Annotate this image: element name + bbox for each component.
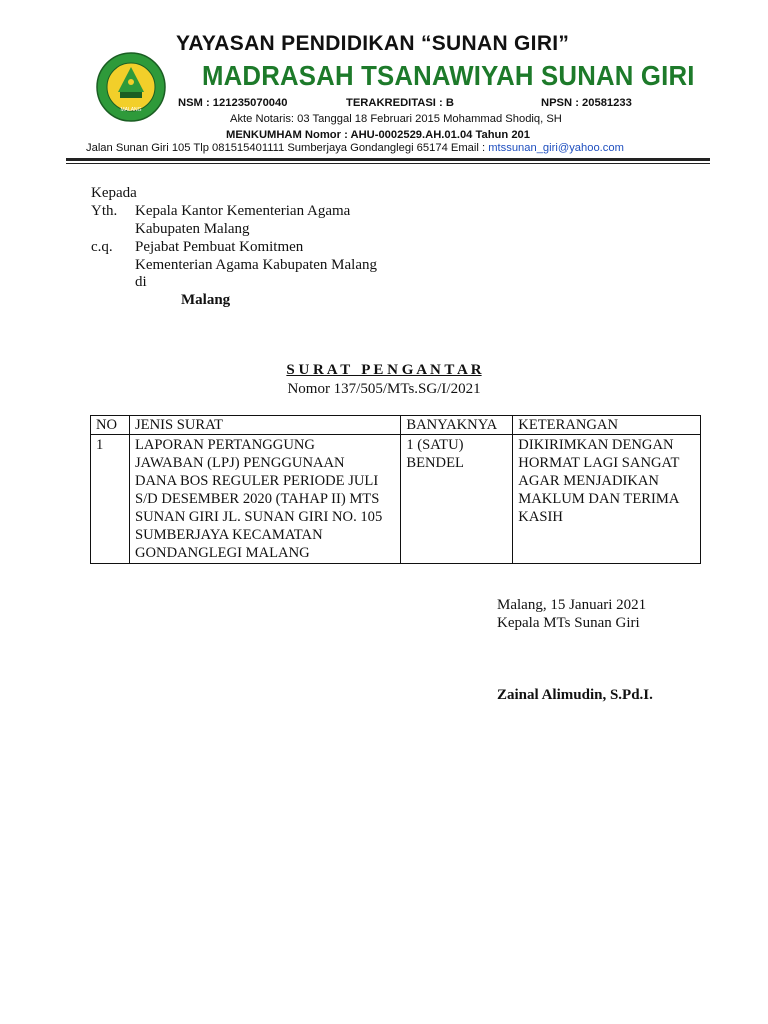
logo-caption: MALANG [120, 107, 142, 113]
jenis-line: LAPORAN PERTANGGUNG [134, 437, 315, 453]
jenis-line: SUNAN GIRI JL. SUNAN GIRI NO. 105 [134, 509, 383, 525]
recipient-city: Malang [181, 292, 231, 308]
keterangan-line: KASIH [518, 509, 563, 525]
recipient-line-5: di [135, 274, 147, 290]
cell-keterangan [513, 435, 701, 564]
col-no-header: NO [91, 416, 130, 435]
banyak-line: 1 (SATU) [406, 437, 464, 453]
recipient-line-1: Kepala Kantor Kementerian Agama [135, 203, 351, 219]
jenis-line: DANA BOS REGULER PERIODE JULI [134, 473, 379, 489]
kepada-label: Kepada [91, 185, 137, 201]
school-address [86, 142, 624, 154]
table-row [91, 435, 701, 564]
school-name: MADRASAH TSANAWIYAH SUNAN GIRI [202, 60, 695, 91]
jenis-line: S/D DESEMBER 2020 (TAHAP II) MTS [134, 491, 380, 507]
col-banyak-header: BANYAKNYA [401, 416, 513, 435]
recipient-line-2: Kabupaten Malang [135, 221, 250, 237]
accreditation-status: TERAKREDITASI : B [346, 97, 454, 109]
jenis-line: SUMBERJAYA KECAMATAN [134, 527, 323, 543]
address-text: Jalan Sunan Giri 105 Tlp 081515401111 Sumberjaya Gondanglegi 65174 Email : [86, 142, 489, 154]
nsm-number: NSM : 121235070040 [178, 97, 288, 109]
cell-jenis [129, 435, 400, 564]
col-jenis-header: JENIS SURAT [129, 416, 400, 435]
keterangan-line: MAKLUM DAN TERIMA [518, 491, 680, 507]
header-divider-thin [66, 163, 710, 164]
cell-no: 1 [91, 435, 130, 564]
letter-table [90, 415, 701, 564]
signer-name: Zainal Alimudin, S.Pd.I. [497, 687, 653, 703]
npsn-number: NPSN : 20581233 [541, 97, 632, 109]
jenis-line: GONDANGLEGI MALANG [134, 545, 310, 561]
table-header-row [91, 416, 701, 435]
keterangan-line: DIKIRIMKAN DENGAN [518, 437, 674, 453]
col-keterangan-header: KETERANGAN [513, 416, 701, 435]
place-date: Malang, 15 Januari 2021 [497, 597, 647, 613]
cell-banyak [401, 435, 513, 564]
banyak-line: BENDEL [406, 455, 464, 471]
header-divider-thick [66, 158, 710, 161]
signer-position: Kepala MTs Sunan Giri [497, 615, 640, 631]
notary-deed: Akte Notaris: 03 Tanggal 18 Februari 2015 Mohammad Shodiq, SH [230, 113, 562, 125]
foundation-name: YAYASAN PENDIDIKAN “SUNAN GIRI” [176, 32, 570, 55]
letter-title: S U R A T P E N G A N T A R [286, 362, 482, 378]
jenis-line: JAWABAN (LPJ) PENGGUNAAN [134, 455, 345, 471]
school-logo [96, 52, 166, 122]
recipient-line-4: Kementerian Agama Kabupaten Malang [135, 257, 377, 273]
keterangan-line: HORMAT LAGI SANGAT [518, 455, 680, 471]
menkumham-number: MENKUMHAM Nomor : AHU-0002529.AH.01.04 Tahun 201 [226, 129, 530, 141]
cq-label: c.q. [91, 239, 113, 255]
email-link[interactable]: mtssunan_giri@yahoo.com [488, 142, 624, 154]
keterangan-line: AGAR MENJADIKAN [518, 473, 659, 489]
letter-number: Nomor 137/505/MTs.SG/I/2021 [287, 381, 481, 397]
recipient-line-3: Pejabat Pembuat Komitmen [135, 239, 304, 255]
yth-label: Yth. [91, 203, 118, 219]
